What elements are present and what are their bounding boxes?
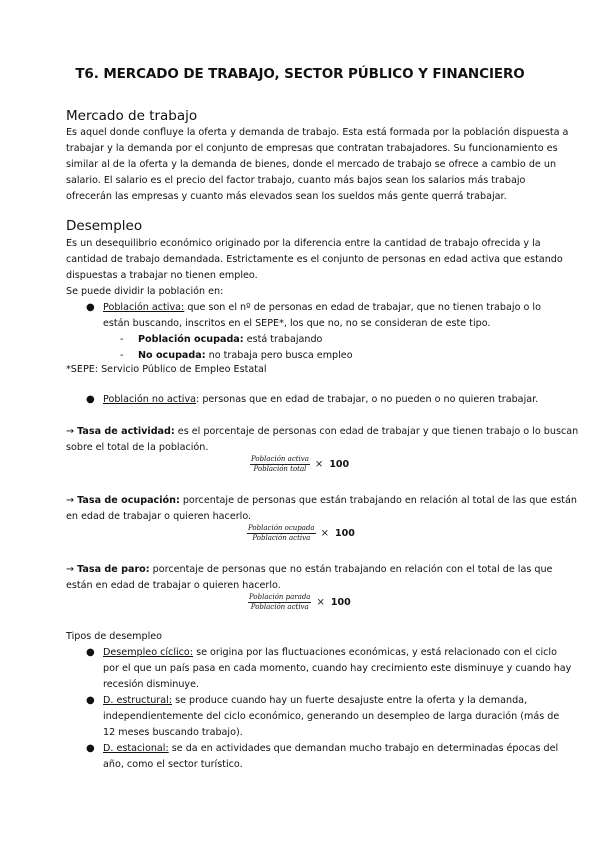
formula-tasa-actividad — [250, 455, 349, 474]
term-no-ocupada: No ocupada: — [138, 350, 206, 361]
definition-text: se da en actividades que demandan mucho trabajo en determinadas épocas del — [168, 743, 559, 754]
bullet-icon: ● — [86, 302, 95, 313]
tasa-paro-line — [66, 562, 552, 578]
formula-factor: 100 — [334, 527, 355, 539]
term-d-estacional: D. estacional: — [103, 743, 169, 754]
paragraph-line: en edad de trabajar o quieren hacerlo. — [66, 511, 252, 522]
term-tasa-ocupacion: Tasa de ocupación: — [77, 495, 180, 506]
dash-marker: - — [120, 350, 124, 361]
formula-tasa-ocupacion — [247, 524, 355, 543]
list-item-continuation: están buscando, inscritos en el SEPE*, los que no, no se consideran de este tipo. — [103, 318, 491, 329]
formula-denominator: Población total — [253, 464, 307, 473]
definition-text: se origina por las fluctuaciones económicas, y está relacionado con el ciclo — [193, 647, 557, 658]
definition-text: : personas que en edad de trabajar, o no pueden o no quieren trabajar. — [196, 394, 539, 405]
list-item-estructural — [103, 693, 527, 709]
paragraph-line: similar al de la oferta y la demanda de bienes, donde el mercado de trabajo se ofrece a cambio de un — [66, 159, 557, 170]
term-d-estructural: D. estructural: — [103, 695, 173, 706]
term-desempleo-ciclico: Desempleo cíclico: — [103, 647, 194, 658]
definition-text: se produce cuando hay un fuerte desajuste entre la oferta y la demanda, — [172, 695, 528, 706]
definition-text: es el porcentaje de personas con edad de trabajar y que tienen trabajo o lo buscan — [174, 426, 579, 437]
times-sign: × — [320, 527, 329, 539]
list-item-continuation: independientemente del ciclo económico, generando un desempleo de larga duración (más de — [103, 711, 560, 722]
formula-numerator: Población ocupada — [248, 524, 315, 532]
tasa-actividad-line — [66, 424, 578, 440]
term-poblacion-activa: Población activa: — [103, 302, 185, 313]
arrow-icon: → — [66, 426, 78, 437]
page-title: T6. MERCADO DE TRABAJO, SECTOR PÚBLICO Y FINANCIERO — [75, 66, 525, 82]
paragraph-line: salario. El salario es el precio del factor trabajo, cuanto más bajos sean los salarios más trabajo — [66, 175, 526, 186]
definition-text: no trabaja pero busca empleo — [205, 350, 353, 361]
footnote-sepe: *SEPE: Servicio Público de Empleo Estatal — [66, 364, 267, 375]
paragraph-line: trabajar y la demanda por el conjunto de empresas que contratan trabajadores. Su funcionamiento es — [66, 143, 558, 154]
definition-text: porcentaje de personas que están trabajando en relación al total de las que están — [179, 495, 578, 506]
paragraph-line: cantidad de trabajo demandada. Estrictamente es el conjunto de personas en edad activa que estando — [66, 254, 563, 265]
bullet-icon: ● — [86, 695, 95, 706]
list-item-continuation: recesión disminuye. — [103, 679, 200, 690]
term-tasa-paro: Tasa de paro: — [77, 564, 150, 575]
definition-text: porcentaje de personas que no están trabajando en relación con el total de las que — [149, 564, 553, 575]
paragraph-line: dispuestas a trabajar no tienen empleo. — [66, 270, 258, 281]
sublist-item-ocupada — [138, 332, 322, 348]
list-item-ciclico — [103, 645, 557, 661]
formula-denominator: Población activa — [252, 533, 311, 542]
list-item-continuation: año, como el sector turístico. — [103, 759, 243, 770]
arrow-icon: → — [66, 564, 78, 575]
bullet-icon: ● — [86, 647, 95, 658]
list-item-activa — [103, 300, 541, 316]
list-item-estacional — [103, 741, 558, 757]
arrow-icon: → — [66, 495, 78, 506]
times-sign: × — [314, 458, 324, 470]
formula-numerator: Población activa — [251, 455, 309, 463]
formula-tasa-paro — [248, 593, 351, 612]
paragraph-line: están en edad de trabajar o quieren hacerlo. — [66, 580, 281, 591]
list-item-no-activa — [103, 392, 538, 408]
formula-factor: 100 — [330, 596, 351, 608]
formula-factor: 100 — [329, 458, 350, 470]
bullet-icon: ● — [86, 743, 95, 754]
times-sign: × — [316, 596, 325, 608]
definition-text: está trabajando — [243, 334, 323, 345]
paragraph-line: Se puede dividir la población en: — [66, 286, 224, 297]
paragraph-line: Es aquel donde confluye la oferta y demanda de trabajo. Esta está formada por la población dispuesta a — [66, 127, 569, 138]
dash-marker: - — [120, 334, 124, 345]
section-heading-mercado: Mercado de trabajo — [66, 108, 198, 124]
subheading-tipos: Tipos de desempleo — [66, 631, 163, 642]
paragraph-line: sobre el total de la población. — [66, 442, 209, 453]
term-poblacion-ocupada: Población ocupada: — [138, 334, 244, 345]
formula-numerator: Población parada — [249, 593, 311, 601]
term-poblacion-no-activa: Población no activa — [103, 394, 197, 405]
formula-denominator: Población activa — [250, 602, 309, 611]
definition-text: que son el nº de personas en edad de trabajar, que no tienen trabajo o lo — [184, 302, 541, 313]
tasa-ocupacion-line — [66, 493, 577, 509]
term-tasa-actividad: Tasa de actividad: — [77, 426, 175, 437]
section-heading-desempleo: Desempleo — [66, 218, 143, 234]
paragraph-line: Es un desequilibrio económico originado por la diferencia entre la cantidad de trabajo ofrecida y la — [66, 238, 541, 249]
paragraph-line: ofrecerán las empresas y cuanto más elevados sean los sueldos más gente querrá trabajar. — [66, 191, 507, 202]
bullet-icon: ● — [86, 394, 95, 405]
list-item-continuation: 12 meses buscando trabajo). — [103, 727, 243, 738]
list-item-continuation: por el que un país pasa en cada momento, cuando hay crecimiento este disminuye y cuando hay — [103, 663, 572, 674]
